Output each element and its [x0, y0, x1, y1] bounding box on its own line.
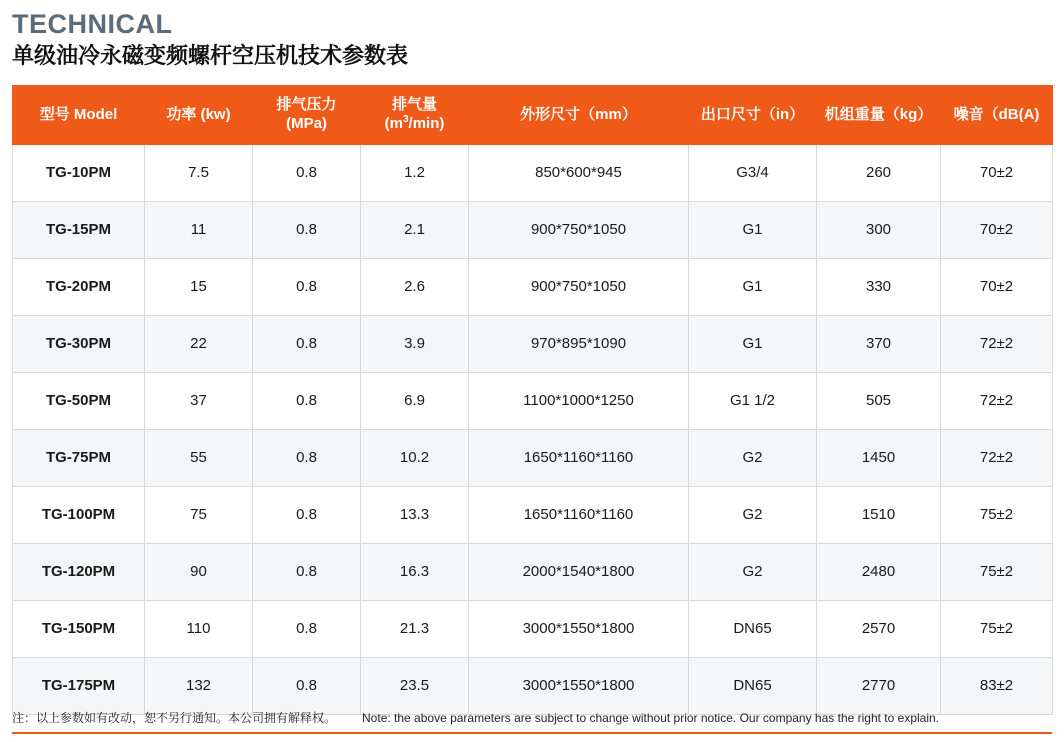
cell-weight: 260: [817, 144, 941, 201]
cell-weight: 370: [817, 315, 941, 372]
cell-dimensions: 1650*1160*1160: [469, 429, 689, 486]
col-header-flow-unit-post: /min): [408, 115, 445, 133]
header-eyebrow: TECHNICAL: [12, 9, 173, 39]
cell-power: 55: [145, 429, 253, 486]
cell-model: TG-150PM: [13, 600, 145, 657]
bottom-accent-rule: [12, 732, 1052, 734]
cell-noise: 70±2: [941, 201, 1053, 258]
cell-weight: 300: [817, 201, 941, 258]
cell-weight: 330: [817, 258, 941, 315]
col-header-flow-unit-sup: 3: [402, 114, 409, 126]
cell-noise: 75±2: [941, 600, 1053, 657]
cell-pressure: 0.8: [253, 201, 361, 258]
footnote-chinese: 注：以上参数如有改动，恕不另行通知。本公司拥有解释权。: [12, 711, 337, 725]
table-row: [13, 429, 1053, 486]
cell-model: TG-100PM: [13, 486, 145, 543]
cell-weight: 2570: [817, 600, 941, 657]
cell-noise: 70±2: [941, 258, 1053, 315]
cell-flow: 21.3: [361, 600, 469, 657]
col-header-pressure-line1: 排气压力: [276, 96, 337, 114]
cell-model: TG-20PM: [13, 258, 145, 315]
cell-weight: 1450: [817, 429, 941, 486]
cell-pressure: 0.8: [253, 486, 361, 543]
col-header-model: 型号 Model: [13, 85, 145, 144]
cell-flow: 2.6: [361, 258, 469, 315]
cell-flow: 16.3: [361, 543, 469, 600]
cell-power: 37: [145, 372, 253, 429]
col-header-flow-line1: 排气量: [391, 95, 437, 113]
cell-pressure: 0.8: [253, 543, 361, 600]
col-header-dimensions: 外形尺寸（mm）: [469, 85, 689, 144]
cell-noise: 70±2: [941, 144, 1053, 201]
cell-pressure: 0.8: [253, 258, 361, 315]
col-header-power: 功率 (kw): [145, 85, 253, 144]
cell-flow: 2.1: [361, 201, 469, 258]
cell-dimensions: 1650*1160*1160: [469, 486, 689, 543]
cell-dimensions: 3000*1550*1800: [469, 600, 689, 657]
col-header-pressure: [253, 85, 361, 144]
cell-flow: 13.3: [361, 486, 469, 543]
cell-dimensions: 1100*1000*1250: [469, 372, 689, 429]
cell-power: 75: [145, 486, 253, 543]
cell-outlet: G2: [689, 486, 817, 543]
footnote-english: Note: the above parameters are subject to change without prior notice. Our company has the right to explain.: [362, 711, 940, 725]
cell-power: 15: [145, 258, 253, 315]
cell-noise: 72±2: [941, 429, 1053, 486]
cell-dimensions: 850*600*945: [469, 144, 689, 201]
cell-flow: 6.9: [361, 372, 469, 429]
cell-power: 90: [145, 543, 253, 600]
cell-weight: 1510: [817, 486, 941, 543]
cell-model: TG-120PM: [13, 543, 145, 600]
table-row: [13, 144, 1053, 201]
table-row: [13, 201, 1053, 258]
cell-model: TG-75PM: [13, 429, 145, 486]
table-row: [13, 372, 1053, 429]
cell-flow: 10.2: [361, 429, 469, 486]
cell-outlet: G1: [689, 258, 817, 315]
cell-pressure: 0.8: [253, 372, 361, 429]
cell-pressure: 0.8: [253, 600, 361, 657]
cell-power: 11: [145, 201, 253, 258]
footnote: [12, 709, 1052, 726]
table-body: [13, 144, 1053, 714]
col-header-pressure-line2: (MPa): [286, 114, 327, 132]
page-header: [12, 0, 1052, 71]
col-header-flow-unit-pre: (m: [384, 115, 403, 133]
cell-power: 132: [145, 657, 253, 714]
cell-outlet: DN65: [689, 600, 817, 657]
cell-noise: 72±2: [941, 372, 1053, 429]
col-header-flow: [361, 85, 469, 144]
cell-noise: 72±2: [941, 315, 1053, 372]
table-header-row-group: [13, 85, 1053, 144]
cell-noise: 75±2: [941, 486, 1053, 543]
cell-dimensions: 3000*1550*1800: [469, 657, 689, 714]
page-title: 单级油冷永磁变频螺杆空压机技术参数表: [12, 43, 409, 69]
cell-pressure: 0.8: [253, 429, 361, 486]
cell-outlet: G2: [689, 429, 817, 486]
cell-flow: 3.9: [361, 315, 469, 372]
col-header-noise: 噪音（dB(A): [941, 85, 1053, 144]
cell-weight: 2480: [817, 543, 941, 600]
cell-power: 7.5: [145, 144, 253, 201]
table-row: [13, 600, 1053, 657]
cell-outlet: G2: [689, 543, 817, 600]
cell-model: TG-50PM: [13, 372, 145, 429]
cell-outlet: G3/4: [689, 144, 817, 201]
cell-outlet: G1: [689, 315, 817, 372]
spec-table: [12, 85, 1053, 715]
spec-table-wrapper: [12, 85, 1052, 715]
cell-dimensions: 900*750*1050: [469, 201, 689, 258]
cell-power: 22: [145, 315, 253, 372]
table-row: [13, 657, 1053, 714]
cell-pressure: 0.8: [253, 315, 361, 372]
table-row: [13, 543, 1053, 600]
col-header-outlet: 出口尺寸（in）: [689, 85, 817, 144]
table-row: [13, 315, 1053, 372]
cell-noise: 83±2: [941, 657, 1053, 714]
cell-model: TG-30PM: [13, 315, 145, 372]
cell-dimensions: 900*750*1050: [469, 258, 689, 315]
cell-model: TG-10PM: [13, 144, 145, 201]
cell-outlet: DN65: [689, 657, 817, 714]
cell-weight: 2770: [817, 657, 941, 714]
cell-outlet: G1: [689, 201, 817, 258]
cell-pressure: 0.8: [253, 657, 361, 714]
cell-noise: 75±2: [941, 543, 1053, 600]
cell-dimensions: 970*895*1090: [469, 315, 689, 372]
cell-flow: 23.5: [361, 657, 469, 714]
cell-dimensions: 2000*1540*1800: [469, 543, 689, 600]
cell-model: TG-15PM: [13, 201, 145, 258]
table-row: [13, 486, 1053, 543]
cell-power: 110: [145, 600, 253, 657]
cell-model: TG-175PM: [13, 657, 145, 714]
cell-pressure: 0.8: [253, 144, 361, 201]
table-header-row: [13, 85, 1053, 144]
cell-flow: 1.2: [361, 144, 469, 201]
cell-outlet: G1 1/2: [689, 372, 817, 429]
col-header-weight: 机组重量（kg）: [817, 85, 941, 144]
table-row: [13, 258, 1053, 315]
cell-weight: 505: [817, 372, 941, 429]
